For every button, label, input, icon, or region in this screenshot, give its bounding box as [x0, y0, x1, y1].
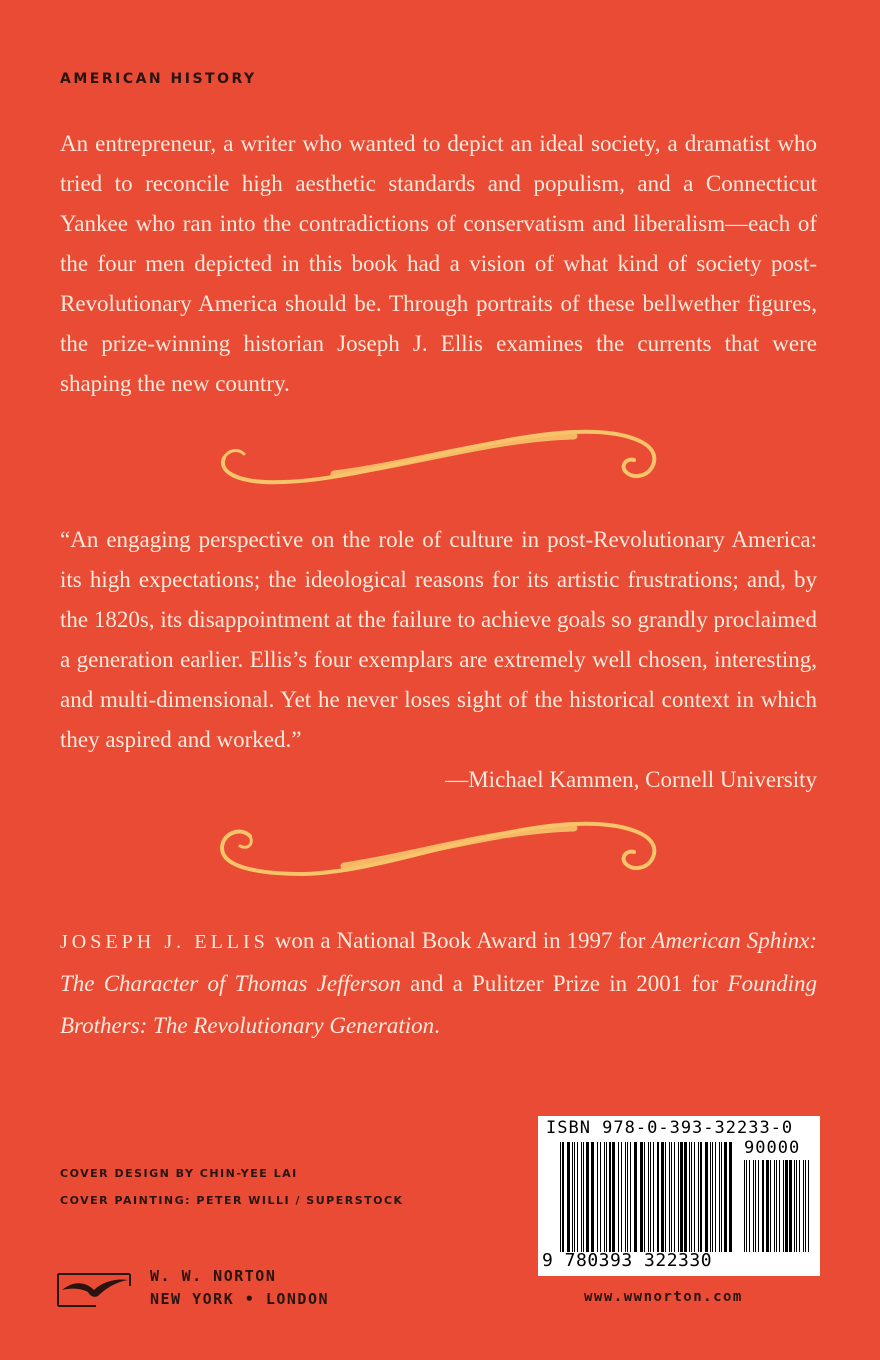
- barcode-bar: [653, 1142, 654, 1252]
- price-barcode-bar: [799, 1160, 800, 1252]
- barcode-bar: [694, 1142, 695, 1252]
- barcode-bar: [634, 1142, 637, 1252]
- author-bio-text-3: .: [434, 1013, 440, 1038]
- price-code: 90000: [744, 1138, 801, 1158]
- barcode-bar: [669, 1142, 670, 1252]
- barcode-bar: [583, 1142, 584, 1252]
- price-barcode-bar: [776, 1160, 777, 1252]
- cover-painting-credit: COVER PAINTING: PETER WILLI / SUPERSTOCK: [60, 1194, 404, 1207]
- publisher-cities: NEW YORK • LONDON: [150, 1290, 330, 1308]
- price-barcode-bar: [744, 1160, 745, 1252]
- price-barcode-bar: [770, 1160, 771, 1252]
- price-barcode-bar: [808, 1160, 809, 1252]
- price-barcode-bar: [762, 1160, 764, 1252]
- price-barcode-bar: [796, 1160, 797, 1252]
- seagull-logo-icon: [56, 1268, 132, 1308]
- price-barcode-bar: [766, 1160, 769, 1252]
- barcode-bar: [684, 1142, 687, 1252]
- price-barcode-bar: [805, 1160, 806, 1252]
- isbn-text: ISBN 978-0-393-32233-0: [546, 1118, 794, 1138]
- price-barcode-bar: [785, 1160, 788, 1252]
- author-name: JOSEPH J. ELLIS: [60, 931, 269, 953]
- publisher-name: W. W. NORTON: [150, 1267, 277, 1285]
- barcode-bar: [606, 1142, 607, 1252]
- barcode-bar: [612, 1142, 615, 1252]
- price-barcode-bar: [783, 1160, 784, 1252]
- barcode-bar: [715, 1142, 716, 1252]
- barcode-bar: [630, 1142, 631, 1252]
- barcode-bar: [604, 1142, 605, 1252]
- barcode-bar: [618, 1142, 619, 1252]
- isbn-barcode: [538, 1116, 820, 1276]
- barcode-bar: [712, 1142, 713, 1252]
- barcode-bar: [591, 1142, 594, 1252]
- barcode-bar: [621, 1142, 622, 1252]
- barcode-bar: [657, 1142, 659, 1252]
- barcode-bar: [609, 1142, 611, 1252]
- barcode-bar: [729, 1142, 732, 1252]
- review-attribution: —Michael Kammen, Cornell University: [445, 767, 817, 792]
- barcode-bar: [560, 1142, 561, 1252]
- barcode-bar: [600, 1142, 601, 1252]
- price-barcode-bar: [758, 1160, 759, 1252]
- price-barcode-bar: [794, 1160, 795, 1252]
- barcode-bar: [586, 1142, 589, 1252]
- price-barcode-bar: [753, 1160, 754, 1252]
- price-barcode-bar: [803, 1160, 804, 1252]
- ornament-swash-bottom: [214, 816, 662, 886]
- barcode-bar: [721, 1142, 722, 1252]
- barcode-bar: [689, 1142, 690, 1252]
- cover-credits: [60, 1160, 404, 1214]
- cover-design-credit: COVER DESIGN BY CHIN-YEE LAI: [60, 1167, 298, 1180]
- barcode-bar: [581, 1142, 582, 1252]
- barcode-bar: [674, 1142, 675, 1252]
- category-label: AMERICAN HISTORY: [60, 71, 257, 87]
- description-blurb: An entrepreneur, a writer who wanted to depict an ideal society, a dramatist who tried to reconcile high aesthetic standards and populism, and a Connecticut Yankee who ran into the contradictions of conservatism and liberalism—each of the four men depicted in this book had a vision of what kind of society post-Revolutionary America should be. Through portraits of these bellwether figures, the prize-winning historian Joseph J. Ellis examines the currents that were shaping the new country.: [60, 131, 817, 396]
- barcode-bar: [680, 1142, 683, 1252]
- barcode-bar: [665, 1142, 666, 1252]
- barcode-bar: [650, 1142, 651, 1252]
- barcode-bar: [700, 1142, 702, 1252]
- book-title-1: American Sphinx: The Character of Thomas Jefferson: [60, 928, 817, 996]
- price-barcode-bar: [746, 1160, 747, 1252]
- barcode-bar: [710, 1142, 711, 1252]
- barcode-bar: [671, 1142, 672, 1252]
- barcode-bar: [698, 1142, 699, 1252]
- author-bio-text-2: and a Pulitzer Prize in 2001 for: [400, 971, 728, 996]
- barcode-bar: [572, 1142, 573, 1252]
- barcode-bar: [577, 1142, 578, 1252]
- publisher-website: www.wwnorton.com: [584, 1289, 743, 1305]
- barcode-bar: [567, 1142, 570, 1252]
- barcode-bar: [678, 1142, 679, 1252]
- author-bio: [60, 920, 817, 1047]
- barcode-bar: [719, 1142, 720, 1252]
- price-barcode-bar: [774, 1160, 775, 1252]
- barcode-bar: [691, 1142, 692, 1252]
- price-barcode-bar: [789, 1160, 792, 1252]
- barcode-bar: [574, 1142, 575, 1252]
- book-title-2: Founding Brothers: The Revolutionary Generation: [60, 971, 817, 1038]
- publisher-block: [150, 1265, 329, 1311]
- barcode-bar: [627, 1142, 628, 1252]
- barcode-bar: [724, 1142, 727, 1252]
- barcode-bar: [640, 1142, 643, 1252]
- author-bio-text-1: won a National Book Award in 1997 for: [268, 928, 652, 953]
- ornament-swash-top: [214, 424, 662, 494]
- price-barcode-bar: [749, 1160, 750, 1252]
- review-quote: “An engaging perspective on the role of culture in post-Revolutionary America: its high expectations; the ideological reasons for its artistic frustrations; and, by the 1820s, its disappointment at the failure to achieve goals so grandly proclaimed a generation earlier. Ellis’s four exemplars are extremely well chosen, interesting, and multi-dimensional. Yet he never loses sight of the historical context in which they aspired and worked.”: [60, 527, 817, 752]
- barcode-bar: [661, 1142, 664, 1252]
- price-barcode-bar: [779, 1160, 780, 1252]
- barcode-number: 9 780393 322330: [542, 1250, 713, 1271]
- barcode-bar: [597, 1142, 598, 1252]
- barcode-bar: [625, 1142, 626, 1252]
- barcode-bar: [705, 1142, 708, 1252]
- price-barcode-bar: [755, 1160, 756, 1252]
- barcode-bar: [648, 1142, 649, 1252]
- barcode-bar: [562, 1142, 564, 1252]
- barcode-bar: [644, 1142, 645, 1252]
